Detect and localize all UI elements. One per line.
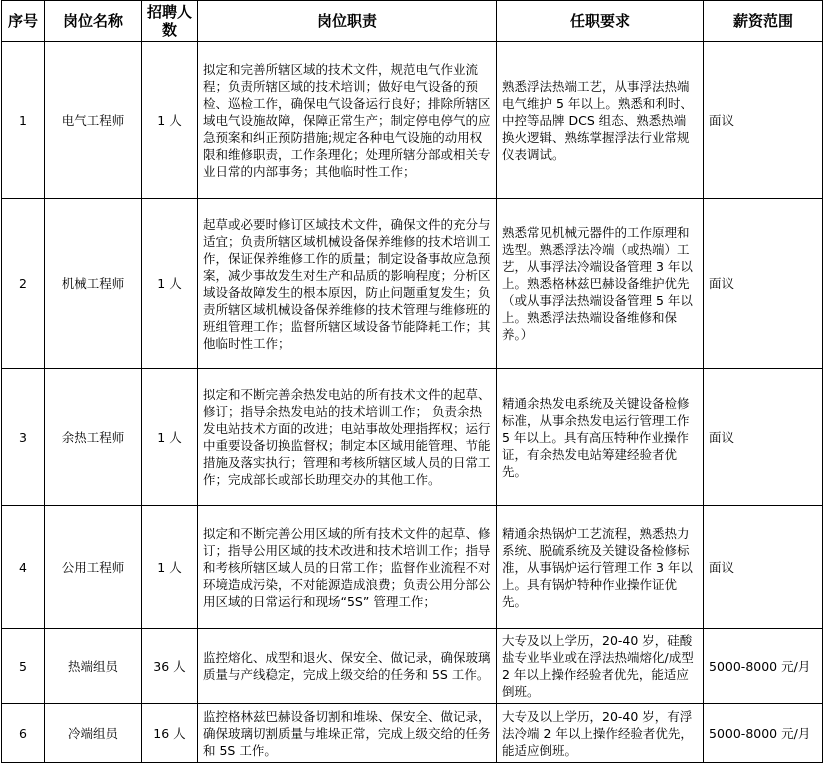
header-requirements: 任职要求 [497,1,704,42]
recruitment-table [1,0,823,763]
header-seq: 序号 [2,1,45,42]
row-count: 1 人 [142,369,198,506]
row-duties: 拟定和不断完善公用区域的所有技术文件的起草、修订；指导公用区域的技术改进和技术培训工作；指导和考核所辖区域人员的日常工作；监督作业流程不对环境造成污染，不对能源造成浪费；负责公用分部公用区域的日常运行和现场“5S” 管理工作； [198,506,497,629]
table-row [2,369,823,506]
row-requirements: 精通余热发电系统及关键设备检修标准，从事余热发电运行管理工作 5 年以上。具有高压特种作业操作证，有余热发电站筹建经验者优先。 [497,369,704,506]
row-count: 36 人 [142,629,198,704]
row-seq: 4 [2,506,45,629]
table-row [2,629,823,704]
row-salary: 面议 [704,42,823,199]
table-row [2,42,823,199]
table-header-row [2,1,823,42]
row-count: 16 人 [142,704,198,763]
header-count: 招聘人数 [142,1,198,42]
row-salary: 5000-8000 元/月 [704,704,823,763]
header-position: 岗位名称 [45,1,142,42]
row-count: 1 人 [142,42,198,199]
row-duties: 起草或必要时修订区域技术文件，确保文件的充分与适宜；负责所辖区域机械设备保养维修的技术培训工作，保证保养维修工作的质量；制定设备事故应急预案，减少事故发生对生产和品质的影响程度；分析区域设备故障发生的根本原因，防止问题重复发生；负责所辖区域机械设备保养维修的技术管理与维修班的班组管理工作；监督所辖区域设备节能降耗工作；其他临时性工作； [198,199,497,369]
table-row [2,199,823,369]
row-position: 机械工程师 [45,199,142,369]
row-position: 冷端组员 [45,704,142,763]
row-count: 1 人 [142,506,198,629]
row-salary: 5000-8000 元/月 [704,629,823,704]
row-seq: 6 [2,704,45,763]
row-position: 公用工程师 [45,506,142,629]
row-requirements: 大专及以上学历，20-40 岁，硅酸盐专业毕业或在浮法热端熔化/成型 2 年以上操作经验者优先，能适应倒班。 [497,629,704,704]
row-count: 1 人 [142,199,198,369]
row-duties: 拟定和完善所辖区域的技术文件，规范电气作业流程；负责所辖区域的技术培训；做好电气设备的预检、巡检工作，确保电气设备运行良好；排除所辖区域电气设施故障，保障正常生产；制定停电停气的应急预案和纠正预防措施;规定各种电气设施的动用权限和维修职责，工作条理化；处理所辖分部或相关专业日常的内部事务；其他临时性工作； [198,42,497,199]
row-requirements: 熟悉浮法热端工艺，从事浮法热端电气维护 5 年以上。熟悉和利时、中控等品牌 DCS 组态、熟悉热端换火逻辑、熟练掌握浮法行业常规仪表调试。 [497,42,704,199]
row-position: 余热工程师 [45,369,142,506]
row-duties: 拟定和不断完善余热发电站的所有技术文件的起草、修订；指导余热发电站的技术培训工作； 负责余热发电站技术方面的改进；电站事故处理指挥权；运行中重要设备切换监督权；制定本区域用能管理、节能措施及落实执行；管理和考核所辖区域人员的日常工作；完成部长或部长助理交办的其他工作。 [198,369,497,506]
row-seq: 2 [2,199,45,369]
row-position: 热端组员 [45,629,142,704]
row-salary: 面议 [704,369,823,506]
row-requirements: 大专及以上学历，20-40 岁，有浮法冷端 2 年以上操作经验者优先，能适应倒班。 [497,704,704,763]
row-position: 电气工程师 [45,42,142,199]
row-seq: 5 [2,629,45,704]
table-row [2,506,823,629]
row-salary: 面议 [704,506,823,629]
row-duties: 监控格林兹巴赫设备切割和堆垛、保安全、做记录，确保玻璃切割质量与堆垛正常，完成上级交给的任务和 5S 工作。 [198,704,497,763]
header-salary: 薪资范围 [704,1,823,42]
table-row [2,704,823,763]
header-duties: 岗位职责 [198,1,497,42]
row-requirements: 熟悉常见机械元器件的工作原理和选型。熟悉浮法冷端（或热端）工艺，从事浮法冷端设备管理 3 年以上。熟悉格林兹巴赫设备维护优先（或从事浮法热端设备管理 5 年以上。熟悉浮法热端设备维修和保养。） [497,199,704,369]
row-salary: 面议 [704,199,823,369]
row-seq: 3 [2,369,45,506]
row-duties: 监控熔化、成型和退火、保安全、做记录，确保玻璃质量与产线稳定，完成上级交给的任务和 5S 工作。 [198,629,497,704]
row-seq: 1 [2,42,45,199]
row-requirements: 精通余热锅炉工艺流程，熟悉热力系统、脱硫系统及关键设备检修标准，从事锅炉运行管理工作 3 年以上。具有锅炉特种作业操作证优先。 [497,506,704,629]
